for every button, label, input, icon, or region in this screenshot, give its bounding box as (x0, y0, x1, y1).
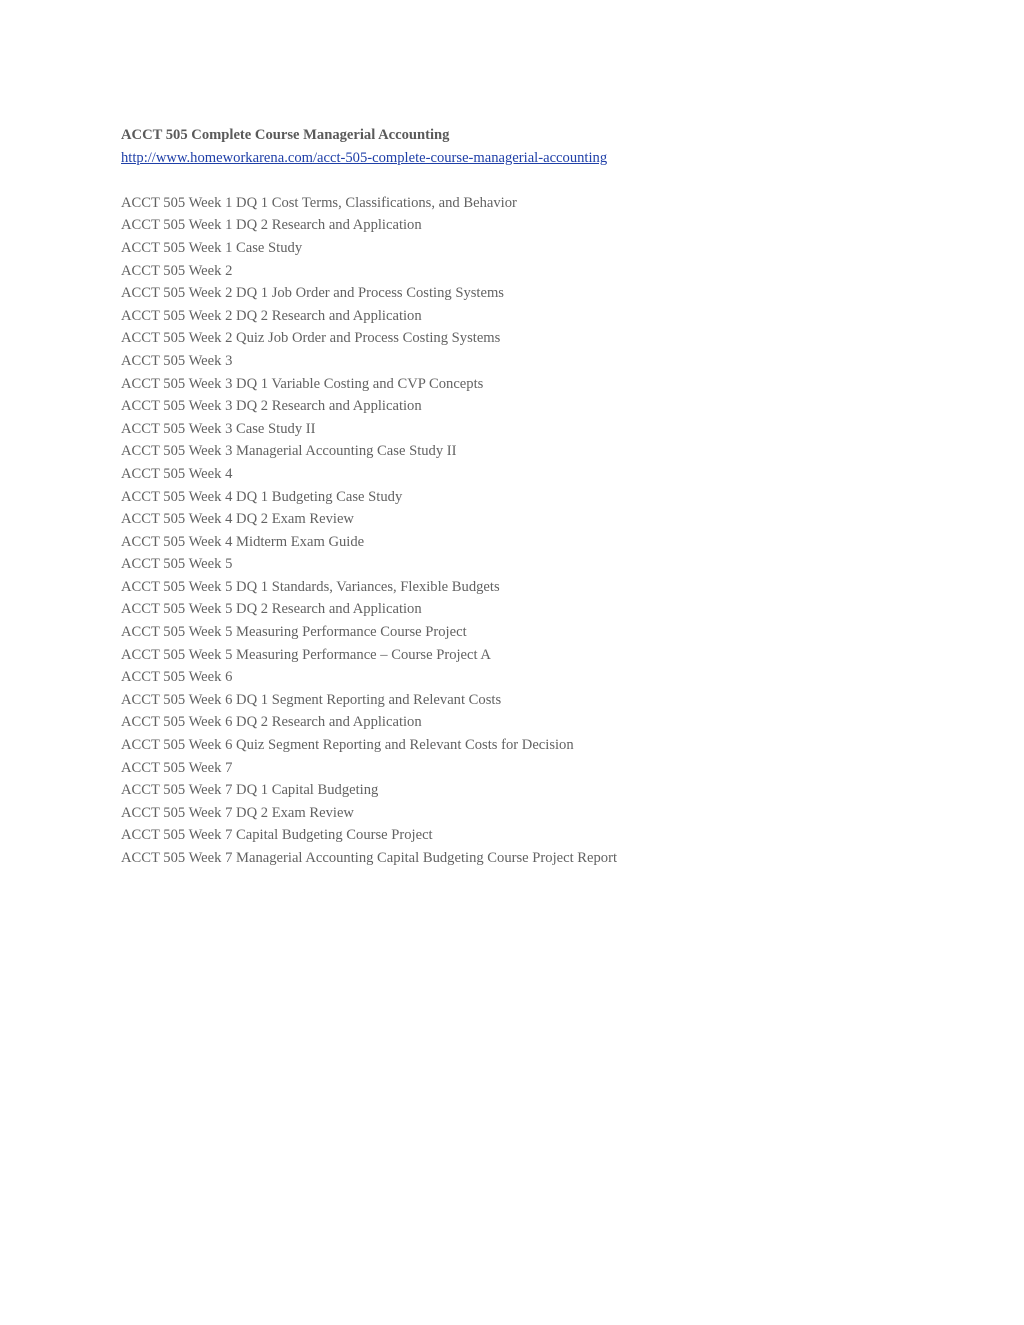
list-item: ACCT 505 Week 5 DQ 1 Standards, Variances, Flexible Budgets (121, 578, 500, 595)
list-item: ACCT 505 Week 3 DQ 2 Research and Application (121, 398, 422, 415)
list-item: ACCT 505 Week 6 DQ 1 Segment Reporting and Relevant Costs (121, 691, 502, 708)
document-title: ACCT 505 Complete Course Managerial Accounting (121, 127, 450, 143)
list-item: ACCT 505 Week 1 DQ 2 Research and Application (121, 217, 422, 234)
list-item: ACCT 505 Week 7 DQ 2 Exam Review (121, 804, 354, 821)
course-item-list (121, 192, 981, 870)
list-item: ACCT 505 Week 5 (121, 556, 233, 573)
course-link[interactable]: http://www.homeworkarena.com/acct-505-complete-course-managerial-accounting (121, 149, 608, 166)
document-content (121, 124, 981, 870)
list-item: ACCT 505 Week 2 Quiz Job Order and Process Costing Systems (121, 330, 501, 347)
list-item: ACCT 505 Week 7 Managerial Accounting Capital Budgeting Course Project Report (121, 850, 618, 866)
list-item: ACCT 505 Week 4 (121, 465, 233, 482)
list-item: ACCT 505 Week 5 DQ 2 Research and Application (121, 601, 422, 618)
list-item: ACCT 505 Week 1 Case Study (121, 239, 303, 256)
list-item: ACCT 505 Week 6 (121, 669, 233, 686)
list-item: ACCT 505 Week 7 Capital Budgeting Course Project (121, 827, 433, 844)
list-item: ACCT 505 Week 7 DQ 1 Capital Budgeting (121, 782, 379, 799)
list-item: ACCT 505 Week 6 Quiz Segment Reporting and Relevant Costs for Decision (121, 737, 574, 754)
list-item: ACCT 505 Week 3 (121, 352, 233, 369)
list-item: ACCT 505 Week 3 DQ 1 Variable Costing and CVP Concepts (121, 375, 484, 392)
list-item: ACCT 505 Week 2 DQ 1 Job Order and Process Costing Systems (121, 285, 504, 302)
list-item: ACCT 505 Week 1 DQ 1 Cost Terms, Classifications, and Behavior (121, 194, 517, 211)
list-item: ACCT 505 Week 4 Midterm Exam Guide (121, 533, 365, 550)
list-item: ACCT 505 Week 7 (121, 759, 233, 776)
list-item: ACCT 505 Week 2 DQ 2 Research and Application (121, 307, 422, 324)
blank-line (121, 169, 981, 192)
list-item: ACCT 505 Week 6 DQ 2 Research and Application (121, 714, 422, 731)
list-item: ACCT 505 Week 3 Case Study II (121, 420, 316, 437)
list-item: ACCT 505 Week 4 DQ 1 Budgeting Case Study (121, 488, 403, 505)
list-item: ACCT 505 Week 4 DQ 2 Exam Review (121, 511, 354, 528)
list-item: ACCT 505 Week 3 Managerial Accounting Case Study II (121, 443, 457, 460)
list-item: ACCT 505 Week 2 (121, 262, 233, 279)
list-item: ACCT 505 Week 5 Measuring Performance – Course Project A (121, 646, 491, 663)
list-item: ACCT 505 Week 5 Measuring Performance Course Project (121, 624, 467, 641)
